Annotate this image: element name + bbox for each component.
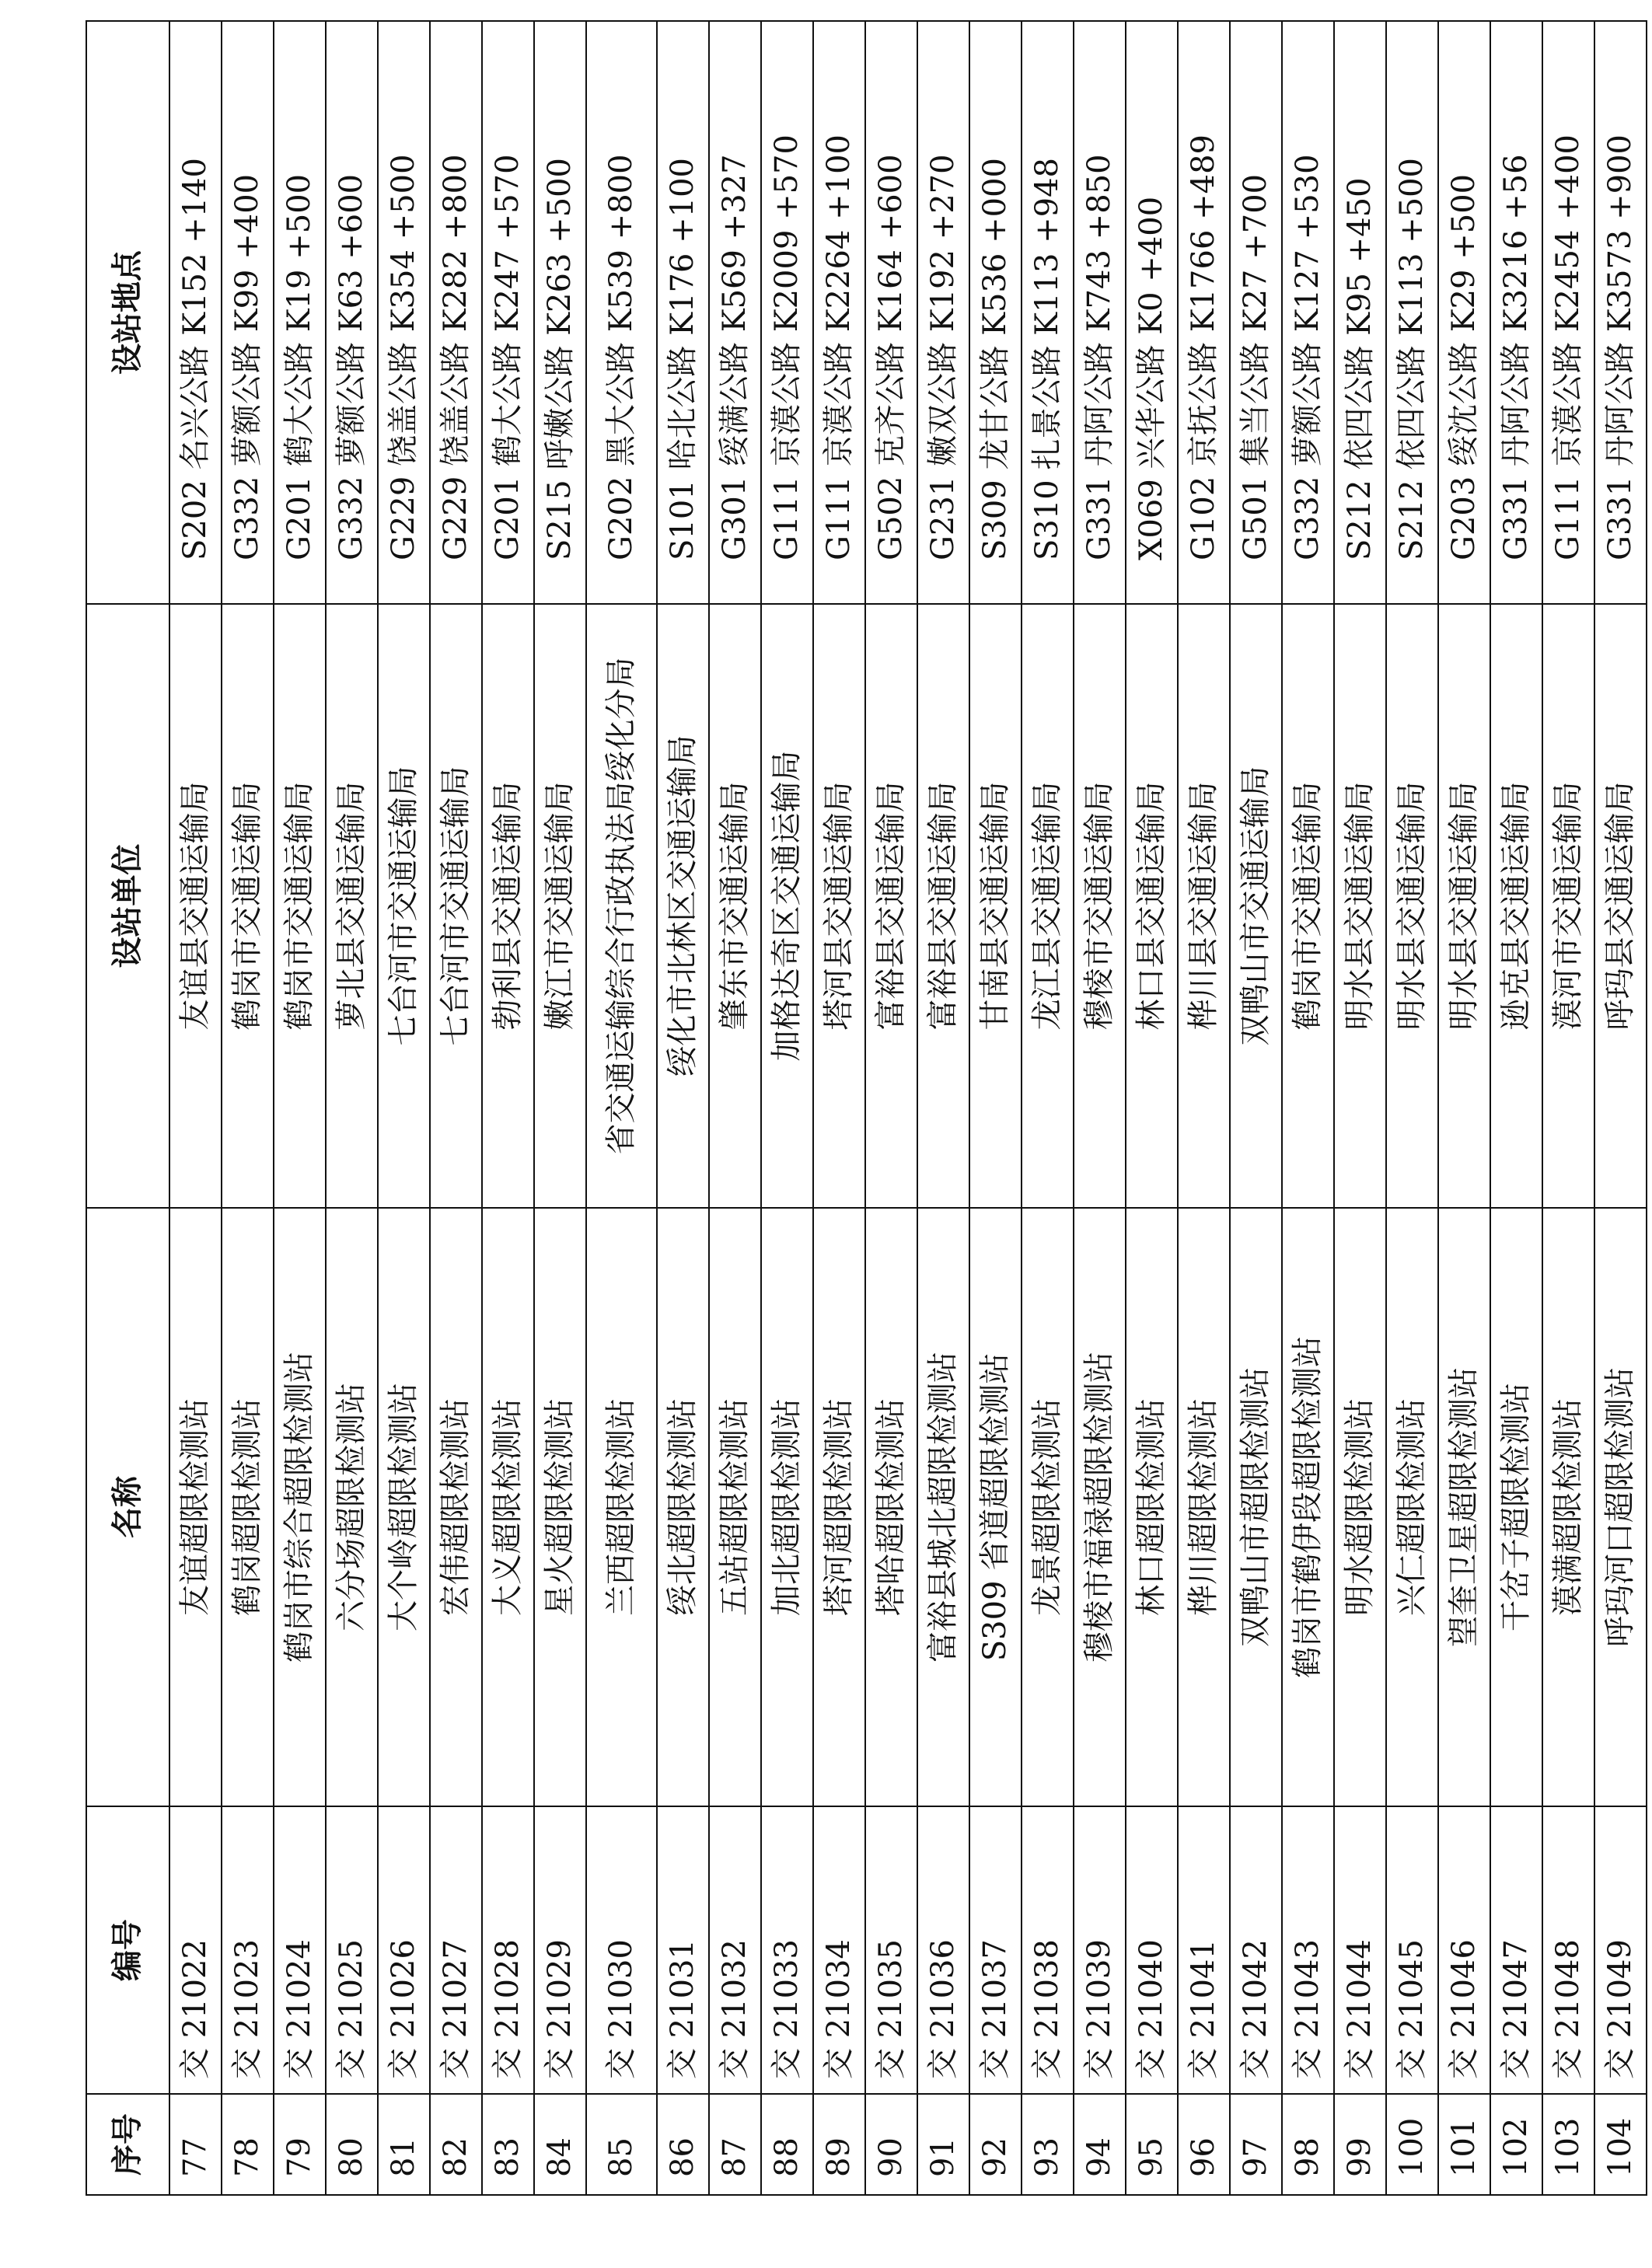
cell-location: S212 依四公路 K95 +450 <box>1334 21 1386 604</box>
cell-code: 交 21029 <box>534 1806 586 2094</box>
table-row <box>709 21 761 2195</box>
table-row <box>222 21 274 2195</box>
cell-unit: 友谊县交通运输局 <box>169 604 222 1208</box>
cell-name: 漠满超限检测站 <box>1542 1208 1594 1806</box>
cell-location: G332 萝额公路 K63 +600 <box>326 21 378 604</box>
cell-code: 交 21032 <box>709 1806 761 2094</box>
cell-unit: 肇东市交通运输局 <box>709 604 761 1208</box>
table-row <box>1334 21 1386 2195</box>
cell-code: 交 21040 <box>1126 1806 1178 2094</box>
cell-unit: 漠河市交通运输局 <box>1542 604 1594 1208</box>
cell-unit: 勃利县交通运输局 <box>482 604 534 1208</box>
cell-seq: 96 <box>1178 2094 1230 2195</box>
table-row <box>482 21 534 2195</box>
table-row <box>1438 21 1490 2195</box>
station-table <box>86 20 1647 2196</box>
cell-unit: 七台河市交通运输局 <box>378 604 430 1208</box>
cell-seq: 101 <box>1438 2094 1490 2195</box>
cell-name: 望奎卫星超限检测站 <box>1438 1208 1490 1806</box>
cell-name: 绥北超限检测站 <box>657 1208 709 1806</box>
table-row <box>1282 21 1334 2195</box>
cell-unit: 呼玛县交通运输局 <box>1594 604 1647 1208</box>
cell-code: 交 21047 <box>1490 1806 1542 2094</box>
cell-location: G111 京漠公路 K2009 +570 <box>761 21 813 604</box>
cell-name: 大个岭超限检测站 <box>378 1208 430 1806</box>
cell-location: S309 龙甘公路 K536 +000 <box>969 21 1022 604</box>
cell-location: G229 饶盖公路 K354 +500 <box>378 21 430 604</box>
table-row <box>969 21 1022 2195</box>
cell-location: S212 依四公路 K113 +500 <box>1386 21 1438 604</box>
cell-unit: 鹤岗市交通运输局 <box>274 604 326 1208</box>
cell-name: 六分场超限检测站 <box>326 1208 378 1806</box>
cell-unit: 明水县交通运输局 <box>1386 604 1438 1208</box>
cell-code: 交 21039 <box>1074 1806 1126 2094</box>
header-seq: 序号 <box>86 2094 169 2195</box>
cell-unit: 萝北县交通运输局 <box>326 604 378 1208</box>
table-row <box>1542 21 1594 2195</box>
cell-code: 交 21042 <box>1230 1806 1282 2094</box>
cell-code: 交 21025 <box>326 1806 378 2094</box>
cell-location: S101 哈北公路 K176 +100 <box>657 21 709 604</box>
cell-unit: 明水县交通运输局 <box>1438 604 1490 1208</box>
rotated-table-container <box>86 22 1639 2196</box>
header-code: 编号 <box>86 1806 169 2094</box>
cell-location: G301 绥满公路 K569 +327 <box>709 21 761 604</box>
cell-unit: 桦川县交通运输局 <box>1178 604 1230 1208</box>
cell-code: 交 21037 <box>969 1806 1022 2094</box>
cell-name: 桦川超限检测站 <box>1178 1208 1230 1806</box>
cell-location: S202 名兴公路 K152 +140 <box>169 21 222 604</box>
cell-seq: 98 <box>1282 2094 1334 2195</box>
cell-code: 交 21023 <box>222 1806 274 2094</box>
cell-code: 交 21028 <box>482 1806 534 2094</box>
cell-seq: 102 <box>1490 2094 1542 2195</box>
cell-seq: 90 <box>865 2094 917 2195</box>
cell-code: 交 21031 <box>657 1806 709 2094</box>
cell-seq: 80 <box>326 2094 378 2195</box>
cell-location: G202 黑大公路 K539 +800 <box>586 21 657 604</box>
cell-unit: 加格达奇区交通运输局 <box>761 604 813 1208</box>
cell-location: G111 京漠公路 K2264 +100 <box>813 21 865 604</box>
cell-name: 富裕县城北超限检测站 <box>917 1208 969 1806</box>
table-row <box>1126 21 1178 2195</box>
cell-code: 交 21046 <box>1438 1806 1490 2094</box>
cell-location: S310 扎景公路 K113 +948 <box>1022 21 1074 604</box>
table-row <box>534 21 586 2195</box>
cell-seq: 81 <box>378 2094 430 2195</box>
cell-seq: 87 <box>709 2094 761 2195</box>
cell-location: G201 鹤大公路 K247 +570 <box>482 21 534 604</box>
table-body <box>169 21 1647 2195</box>
cell-seq: 91 <box>917 2094 969 2195</box>
table-row <box>1490 21 1542 2195</box>
cell-location: G501 集当公路 K27 +700 <box>1230 21 1282 604</box>
cell-seq: 100 <box>1386 2094 1438 2195</box>
cell-name: 兰西超限检测站 <box>586 1208 657 1806</box>
cell-unit: 嫩江市交通运输局 <box>534 604 586 1208</box>
cell-seq: 85 <box>586 2094 657 2195</box>
table-row <box>917 21 969 2195</box>
cell-unit: 林口县交通运输局 <box>1126 604 1178 1208</box>
cell-name: 塔河超限检测站 <box>813 1208 865 1806</box>
cell-name: 友谊超限检测站 <box>169 1208 222 1806</box>
cell-unit: 鹤岗市交通运输局 <box>1282 604 1334 1208</box>
cell-code: 交 21035 <box>865 1806 917 2094</box>
cell-name: 鹤岗市鹤伊段超限检测站 <box>1282 1208 1334 1806</box>
cell-code: 交 21045 <box>1386 1806 1438 2094</box>
table-row <box>1022 21 1074 2195</box>
cell-seq: 99 <box>1334 2094 1386 2195</box>
cell-location: G331 丹阿公路 K3573 +900 <box>1594 21 1647 604</box>
cell-code: 交 21038 <box>1022 1806 1074 2094</box>
cell-name: S309 省道超限检测站 <box>969 1208 1022 1806</box>
table-row <box>586 21 657 2195</box>
cell-unit: 龙江县交通运输局 <box>1022 604 1074 1208</box>
cell-seq: 95 <box>1126 2094 1178 2195</box>
cell-name: 塔哈超限检测站 <box>865 1208 917 1806</box>
cell-location: G331 丹阿公路 K3216 +56 <box>1490 21 1542 604</box>
table-row <box>326 21 378 2195</box>
cell-unit: 鹤岗市交通运输局 <box>222 604 274 1208</box>
cell-location: G203 绥沈公路 K29 +500 <box>1438 21 1490 604</box>
header-location: 设站地点 <box>86 21 169 604</box>
cell-name: 呼玛河口超限检测站 <box>1594 1208 1647 1806</box>
table-row <box>430 21 482 2195</box>
cell-code: 交 21026 <box>378 1806 430 2094</box>
cell-location: S215 呼嫩公路 K263 +500 <box>534 21 586 604</box>
cell-name: 明水超限检测站 <box>1334 1208 1386 1806</box>
cell-unit: 富裕县交通运输局 <box>917 604 969 1208</box>
cell-name: 宏伟超限检测站 <box>430 1208 482 1806</box>
cell-seq: 83 <box>482 2094 534 2195</box>
table-row <box>657 21 709 2195</box>
cell-seq: 82 <box>430 2094 482 2195</box>
cell-unit: 塔河县交通运输局 <box>813 604 865 1208</box>
cell-unit: 双鸭山市交通运输局 <box>1230 604 1282 1208</box>
cell-seq: 88 <box>761 2094 813 2195</box>
table-row <box>761 21 813 2195</box>
table-header-row <box>86 21 169 2195</box>
cell-name: 穆棱市福禄超限检测站 <box>1074 1208 1126 1806</box>
cell-name: 干岔子超限检测站 <box>1490 1208 1542 1806</box>
cell-name: 双鸭山市超限检测站 <box>1230 1208 1282 1806</box>
cell-name: 林口超限检测站 <box>1126 1208 1178 1806</box>
cell-seq: 79 <box>274 2094 326 2195</box>
cell-code: 交 21034 <box>813 1806 865 2094</box>
cell-location: X069 兴华公路 K0 +400 <box>1126 21 1178 604</box>
cell-name: 加北超限检测站 <box>761 1208 813 1806</box>
cell-unit: 明水县交通运输局 <box>1334 604 1386 1208</box>
cell-name: 大义超限检测站 <box>482 1208 534 1806</box>
cell-unit: 富裕县交通运输局 <box>865 604 917 1208</box>
table-row <box>1074 21 1126 2195</box>
cell-code: 交 21048 <box>1542 1806 1594 2094</box>
table-row <box>1178 21 1230 2195</box>
cell-seq: 104 <box>1594 2094 1647 2195</box>
table-row <box>813 21 865 2195</box>
table-row <box>169 21 222 2195</box>
cell-code: 交 21022 <box>169 1806 222 2094</box>
cell-seq: 94 <box>1074 2094 1126 2195</box>
table-row <box>378 21 430 2195</box>
cell-unit: 省交通运输综合行政执法局绥化分局 <box>586 604 657 1208</box>
cell-name: 龙景超限检测站 <box>1022 1208 1074 1806</box>
table-row <box>865 21 917 2195</box>
cell-seq: 77 <box>169 2094 222 2195</box>
cell-code: 交 21033 <box>761 1806 813 2094</box>
cell-code: 交 21030 <box>586 1806 657 2094</box>
cell-name: 星火超限检测站 <box>534 1208 586 1806</box>
cell-seq: 84 <box>534 2094 586 2195</box>
cell-seq: 103 <box>1542 2094 1594 2195</box>
cell-seq: 97 <box>1230 2094 1282 2195</box>
cell-code: 交 21044 <box>1334 1806 1386 2094</box>
table-row <box>274 21 326 2195</box>
table-row <box>1230 21 1282 2195</box>
cell-name: 五站超限检测站 <box>709 1208 761 1806</box>
cell-code: 交 21036 <box>917 1806 969 2094</box>
header-name: 名称 <box>86 1208 169 1806</box>
cell-unit: 逊克县交通运输局 <box>1490 604 1542 1208</box>
cell-unit: 穆棱市交通运输局 <box>1074 604 1126 1208</box>
cell-seq: 78 <box>222 2094 274 2195</box>
cell-code: 交 21024 <box>274 1806 326 2094</box>
cell-name: 兴仁超限检测站 <box>1386 1208 1438 1806</box>
cell-unit: 绥化市北林区交通运输局 <box>657 604 709 1208</box>
cell-location: G332 萝额公路 K127 +530 <box>1282 21 1334 604</box>
cell-seq: 89 <box>813 2094 865 2195</box>
cell-location: G231 嫩双公路 K192 +270 <box>917 21 969 604</box>
cell-location: G331 丹阿公路 K743 +850 <box>1074 21 1126 604</box>
table-row <box>1594 21 1647 2195</box>
cell-location: G502 克齐公路 K164 +600 <box>865 21 917 604</box>
cell-location: G332 萝额公路 K99 +400 <box>222 21 274 604</box>
cell-location: G229 饶盖公路 K282 +800 <box>430 21 482 604</box>
cell-code: 交 21049 <box>1594 1806 1647 2094</box>
cell-code: 交 21041 <box>1178 1806 1230 2094</box>
cell-location: G111 京漠公路 K2454 +400 <box>1542 21 1594 604</box>
cell-name: 鹤岗市综合超限检测站 <box>274 1208 326 1806</box>
cell-code: 交 21043 <box>1282 1806 1334 2094</box>
cell-unit: 甘南县交通运输局 <box>969 604 1022 1208</box>
cell-location: G102 京抚公路 K1766 +489 <box>1178 21 1230 604</box>
cell-unit: 七台河市交通运输局 <box>430 604 482 1208</box>
cell-name: 鹤岗超限检测站 <box>222 1208 274 1806</box>
table-row <box>1386 21 1438 2195</box>
cell-seq: 92 <box>969 2094 1022 2195</box>
cell-seq: 93 <box>1022 2094 1074 2195</box>
header-unit: 设站单位 <box>86 604 169 1208</box>
cell-location: G201 鹤大公路 K19 +500 <box>274 21 326 604</box>
cell-seq: 86 <box>657 2094 709 2195</box>
cell-code: 交 21027 <box>430 1806 482 2094</box>
